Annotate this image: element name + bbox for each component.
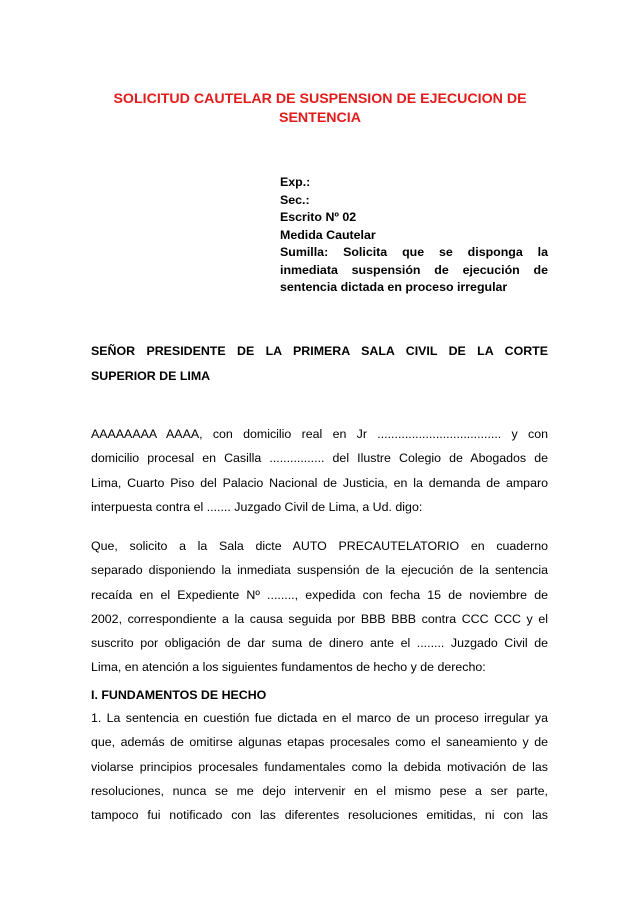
paragraph-line: 1. La sentencia en cuestión fue dictada en el marco de un proceso irregular ya xyxy=(91,711,548,725)
request-paragraph xyxy=(91,534,548,680)
paragraph-line: Que, solicito a la Sala dicte AUTO PRECAUTELATORIO en cuaderno xyxy=(91,539,548,553)
paragraph-line: que, además de omitirse algunas etapas procesales como el saneamiento y de xyxy=(91,735,548,750)
medida-cautelar-label: Medida Cautelar xyxy=(280,227,376,242)
paragraph-line: AAAAAAAA AAAA, con domicilio real en Jr .................................... y con xyxy=(91,427,548,441)
addressee-line-2: SUPERIOR DE LIMA xyxy=(91,369,211,383)
secretario-label: Sec.: xyxy=(280,192,310,207)
paragraph-line: resoluciones, nunca se me dejo intervenir en el mismo pese a ser parte, xyxy=(91,783,548,798)
addressee-line-1: SEÑOR PRESIDENTE DE LA PRIMERA SALA CIVIL DE LA CORTE xyxy=(91,344,548,358)
paragraph-line: recaída en el Expediente Nº ........, expedida con fecha 15 de noviembre de xyxy=(91,587,548,602)
paragraph-line: tampoco fui notificado con las diferentes resoluciones emitidas, ni con las xyxy=(91,808,548,823)
paragraph-line: violarse principios procesales fundamentales como la debida motivación de las xyxy=(91,759,548,774)
facts-paragraph-1 xyxy=(91,706,548,827)
paragraph-line: separado disponiendo la inmediata suspensión de la ejecución de la sentencia xyxy=(91,563,548,578)
title-line-1: SOLICITUD CAUTELAR DE SUSPENSION DE EJECUCION DE xyxy=(113,91,527,107)
sumilla-line-3: sentencia dictada en proceso irregular xyxy=(280,280,508,294)
sumilla-line-1: Sumilla: Solicita que se disponga la xyxy=(280,245,548,259)
section-heading-fundamentos-de-hecho: I. FUNDAMENTOS DE HECHO xyxy=(91,688,267,702)
paragraph-line: domicilio procesal en Casilla ................ del Ilustre Colegio de Abogados de xyxy=(91,451,548,466)
paragraph-line: interpuesta contra el ....... Juzgado Civil de Lima, a Ud. digo: xyxy=(91,499,423,514)
addressee xyxy=(91,339,548,389)
case-header-block xyxy=(280,174,548,297)
escrito-number: Escrito Nº 02 xyxy=(280,210,357,224)
paragraph-line: Lima, Cuarto Piso del Palacio Nacional de Justicia, en la demanda de amparo xyxy=(91,475,548,490)
document-title xyxy=(90,90,550,128)
paragraph-line: 2002, correspondiente a la causa seguida por BBB BBB contra CCC CCC y el xyxy=(91,611,548,626)
paragraph-line: suscrito por obligación de dar suma de dinero ante el ........ Juzgado Civil de xyxy=(91,636,548,651)
introduction-paragraph xyxy=(91,422,548,519)
paragraph-line: Lima, en atención a los siguientes fundamentos de hecho y de derecho: xyxy=(91,660,486,675)
title-line-2: SENTENCIA xyxy=(279,110,361,126)
expediente-label: Exp.: xyxy=(280,175,311,189)
sumilla-line-2: inmediata suspensión de ejecución de xyxy=(280,262,548,277)
